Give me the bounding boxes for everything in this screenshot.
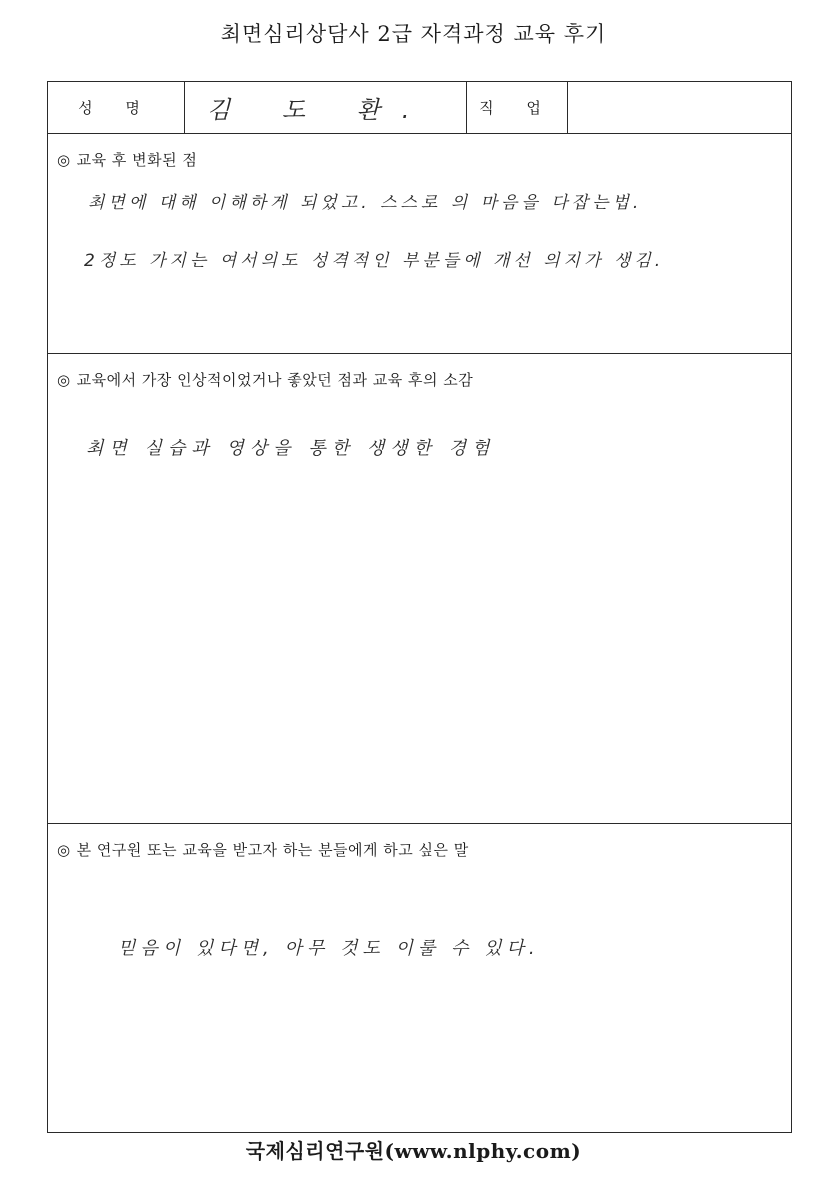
- section-impressions[interactable]: [48, 354, 791, 824]
- handwritten-line: 2정도 가지는 여서의도 성격적인 부분들에 개선 의지가 생김.: [84, 251, 665, 271]
- name-value: 김 도 환.: [207, 96, 432, 124]
- section-changes-after-education[interactable]: [48, 134, 791, 354]
- job-field[interactable]: [568, 82, 793, 133]
- handwritten-line: 믿음이 있다면, 아무 것도 이룰 수 있다.: [118, 938, 540, 959]
- section-message-to-others[interactable]: [48, 824, 791, 1134]
- name-job-row: [48, 82, 791, 134]
- handwritten-line: 최면에 대해 이해하게 되었고. 스스로 의 마음을 다잡는법.: [88, 193, 643, 213]
- section-heading-text: 본 연구원 또는 교육을 받고자 하는 분들에게 하고 싶은 말: [76, 841, 469, 859]
- section-heading-text: 교육 후 변화된 점: [76, 151, 198, 169]
- name-label: 성 명: [48, 82, 185, 133]
- double-circle-bullet-icon: ◎: [57, 840, 71, 859]
- document-title: 최면심리상담사 2급 자격과정 교육 후기: [220, 22, 607, 46]
- institute-footer: 국제심리연구원(www.nlphy.com): [245, 1139, 582, 1163]
- section-heading: [57, 369, 473, 390]
- double-circle-bullet-icon: ◎: [57, 370, 71, 389]
- handwritten-line: 최면 실습과 영상을 통한 생생한 경험: [86, 438, 496, 459]
- section-heading: [57, 839, 469, 860]
- section-heading: [57, 149, 197, 170]
- section-heading-text: 교육에서 가장 인상적이었거나 좋았던 점과 교육 후의 소감: [76, 371, 474, 389]
- double-circle-bullet-icon: ◎: [57, 150, 71, 169]
- review-form: [47, 81, 792, 1133]
- job-label: 직 업: [467, 82, 568, 133]
- name-field[interactable]: [185, 82, 467, 133]
